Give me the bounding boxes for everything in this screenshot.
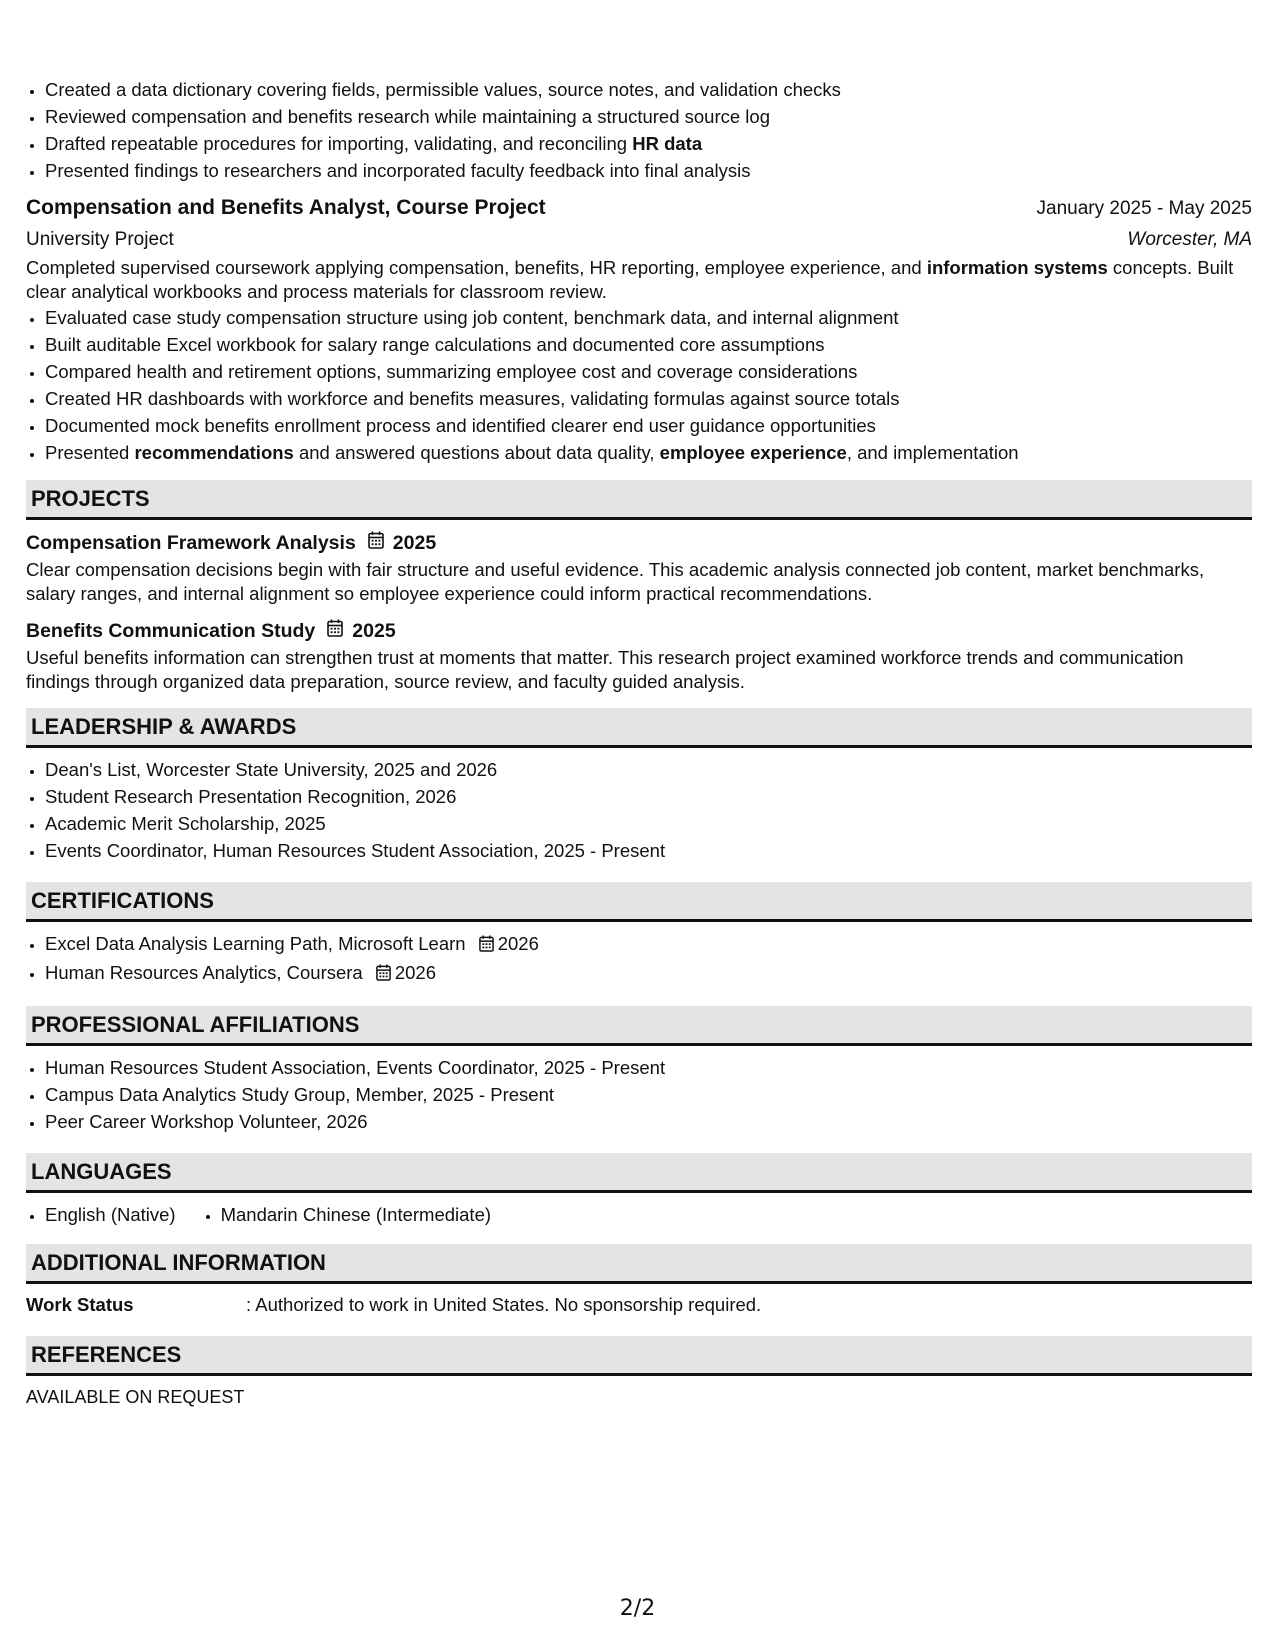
- project-title: Compensation Framework Analysis: [26, 532, 356, 554]
- list-item: • Peer Career Workshop Volunteer, 2026: [45, 1108, 1252, 1135]
- section-heading-additional: ADDITIONAL INFORMATION: [26, 1244, 1252, 1284]
- section-heading-leadership: LEADERSHIP & AWARDS: [26, 708, 1252, 748]
- list-item: • Human Resources Student Association, Events Coordinator, 2025 - Present: [45, 1054, 1252, 1081]
- list-item: [45, 930, 1252, 959]
- section-heading-projects: PROJECTS: [26, 480, 1252, 520]
- calendar-icon: [327, 616, 343, 646]
- job-bullets: [26, 304, 1252, 466]
- list-item-text: , and implementation: [846, 442, 1019, 463]
- project-description: Clear compensation decisions begin with fair structure and useful evidence. This academic analysis connected job content, market benchmarks, salary ranges, and internal alignment so employee experience could inform practical recommendations.: [26, 559, 1205, 604]
- job-location: Worcester, MA: [1127, 229, 1252, 250]
- list-item: • Reviewed compensation and benefits research while maintaining a structured source log: [45, 103, 1252, 130]
- calendar-icon: [479, 932, 494, 959]
- list-item: [45, 439, 1252, 466]
- job-header: [26, 193, 1252, 224]
- section-heading-affiliations: PROFESSIONAL AFFILIATIONS: [26, 1006, 1252, 1046]
- calendar-icon: [368, 528, 384, 558]
- list-item: [45, 130, 1252, 157]
- project-header: [26, 616, 1252, 646]
- section-heading-certifications: CERTIFICATIONS: [26, 882, 1252, 922]
- job-summary: [26, 256, 1252, 304]
- languages-list: [26, 1201, 1252, 1228]
- list-item: • Mandarin Chinese (Intermediate): [221, 1201, 491, 1228]
- section-heading-references: REFERENCES: [26, 1336, 1252, 1376]
- job-dates: January 2025 - May 2025: [1036, 198, 1252, 219]
- list-item-text: Drafted repeatable procedures for importing, validating, and reconciling: [45, 133, 633, 154]
- list-item: • Events Coordinator, Human Resources Student Association, 2025 - Present: [45, 837, 1252, 864]
- job-title: Compensation and Benefits Analyst, Course Project: [26, 196, 546, 219]
- references-text: AVAILABLE ON REQUEST: [26, 1387, 245, 1407]
- list-item-text: Presented: [45, 442, 135, 463]
- list-item: [45, 959, 1252, 988]
- summary-text: Completed supervised coursework applying compensation, benefits, HR reporting, employee experience, and: [26, 257, 927, 278]
- summary-text: concepts. Built clear analytical workbooks and process materials for classroom review.: [26, 257, 1234, 302]
- keyword: information systems: [926, 257, 1108, 278]
- project-year: 2025: [392, 532, 437, 554]
- certification-name: Excel Data Analysis Learning Path, Microsoft Learn: [45, 933, 466, 954]
- prev-job-bullets: [26, 76, 1252, 184]
- page-number: 2/2: [619, 1596, 656, 1621]
- certification-name: Human Resources Analytics, Coursera: [45, 962, 363, 983]
- list-item-text: and answered questions about data quality,: [293, 442, 660, 463]
- list-item: • Created HR dashboards with workforce and benefits measures, validating formulas against source totals: [45, 385, 1252, 412]
- section-heading-languages: LANGUAGES: [26, 1153, 1252, 1193]
- work-status-label: Work Status: [26, 1294, 134, 1315]
- job-entry: [26, 193, 1252, 466]
- work-status-row: [26, 1292, 1252, 1318]
- project-year: 2025: [352, 620, 396, 642]
- project-title: Benefits Communication Study: [26, 620, 316, 642]
- list-item: • Documented mock benefits enrollment process and identified clearer end user guidance opportunities: [45, 412, 1252, 439]
- list-item: • Academic Merit Scholarship, 2025: [45, 810, 1252, 837]
- affiliations-list: [26, 1054, 1252, 1135]
- list-item: • Presented findings to researchers and incorporated faculty feedback into final analysis: [45, 157, 1252, 184]
- calendar-icon: [376, 961, 391, 988]
- keyword: recommendations: [134, 442, 294, 463]
- resume-page: [26, 76, 1252, 1410]
- certifications-list: [26, 930, 1252, 988]
- project-entry: [26, 616, 1252, 694]
- list-item: • Created a data dictionary covering fields, permissible values, source notes, and validation checks: [45, 76, 1252, 103]
- list-item: • Student Research Presentation Recognition, 2026: [45, 783, 1252, 810]
- leadership-list: [26, 756, 1252, 864]
- list-item: • Dean's List, Worcester State University, 2025 and 2026: [45, 756, 1252, 783]
- list-item: • Compared health and retirement options, summarizing employee cost and coverage considerations: [45, 358, 1252, 385]
- keyword: HR data: [632, 133, 703, 154]
- job-org: University Project: [26, 229, 174, 250]
- list-item: • Campus Data Analytics Study Group, Member, 2025 - Present: [45, 1081, 1252, 1108]
- list-item: • Built auditable Excel workbook for salary range calculations and documented core assumptions: [45, 331, 1252, 358]
- project-header: [26, 528, 1252, 558]
- work-status-value: : Authorized to work in United States. No sponsorship required.: [246, 1294, 762, 1315]
- list-item: • English (Native): [45, 1201, 176, 1228]
- certification-year: 2026: [394, 962, 437, 983]
- keyword: employee experience: [659, 442, 847, 463]
- job-subheader: [26, 224, 1252, 256]
- project-description: Useful benefits information can strengthen trust at moments that matter. This research project examined workforce trends and communication findings through organized data preparation, source review, and faculty guided analysis.: [26, 647, 1184, 692]
- list-item: • Evaluated case study compensation structure using job content, benchmark data, and internal alignment: [45, 304, 1252, 331]
- certification-year: 2026: [497, 933, 539, 954]
- project-entry: [26, 528, 1252, 606]
